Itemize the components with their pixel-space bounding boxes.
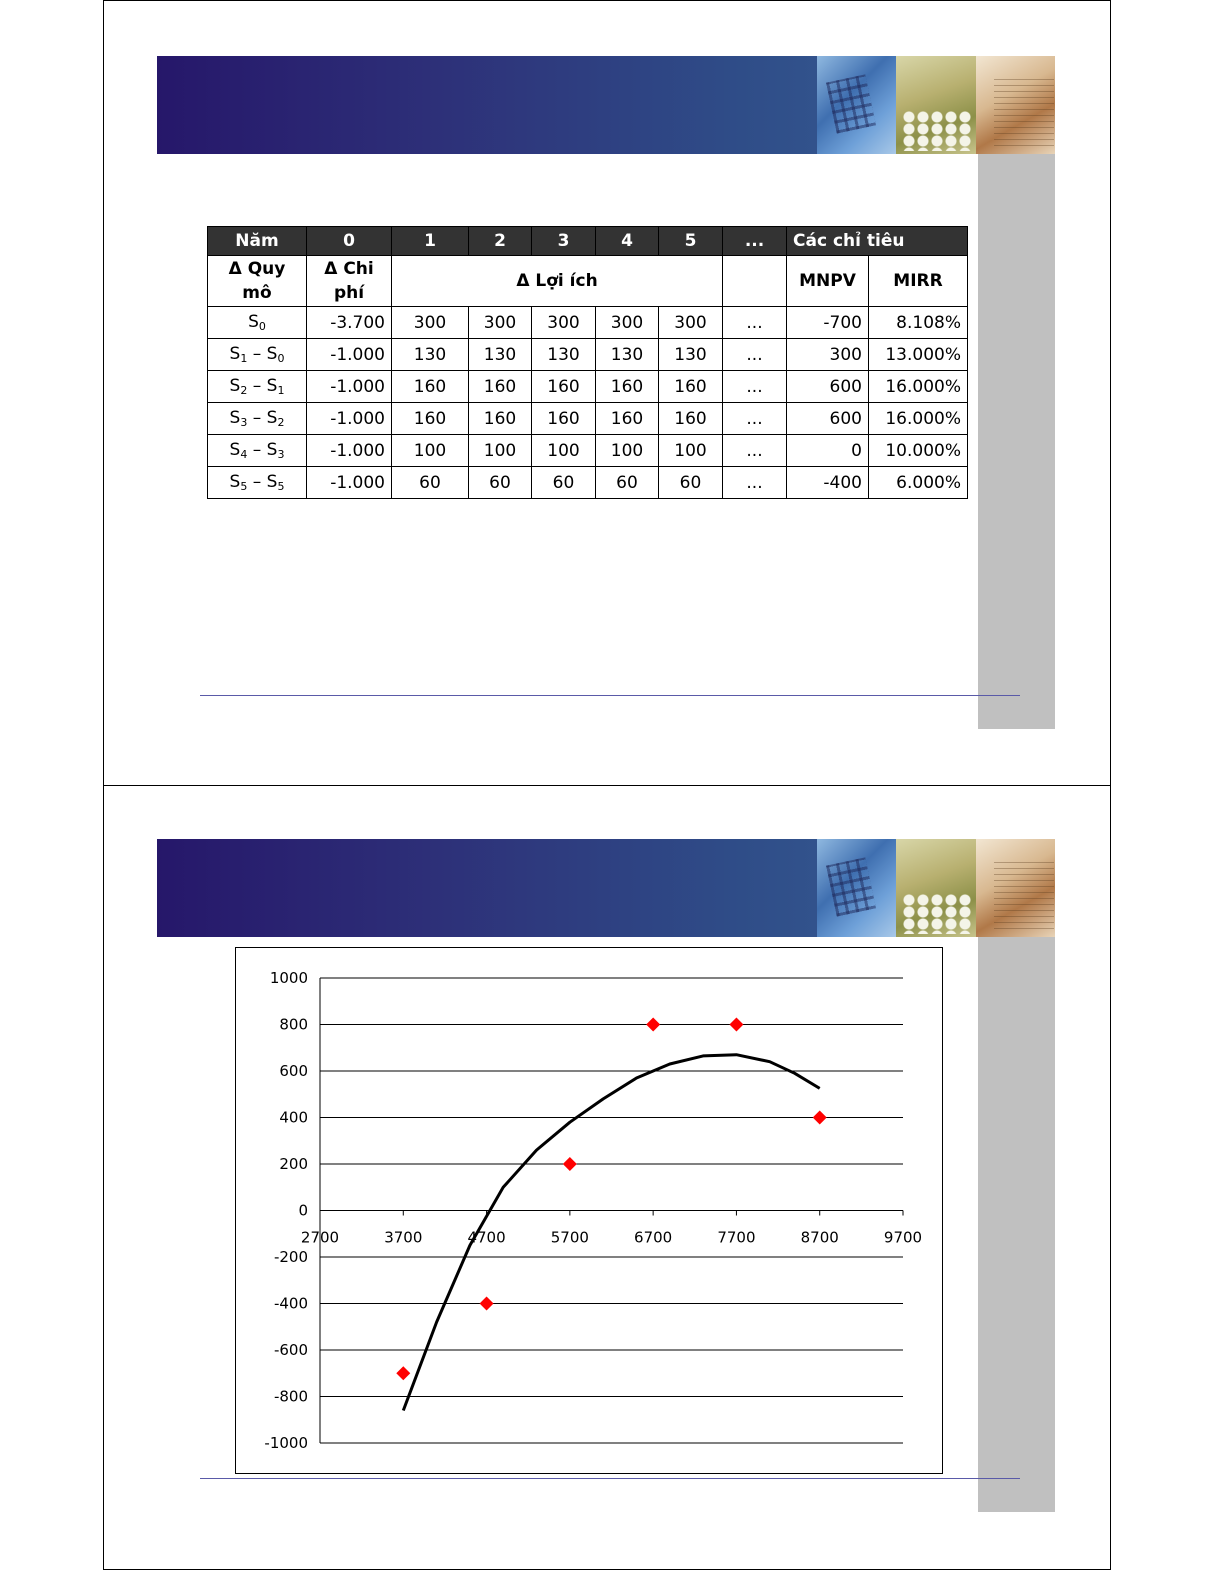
y-tick-label: -200	[273, 1248, 308, 1266]
benefit-year-5-cell: 300	[659, 307, 723, 339]
scale-cell	[208, 339, 307, 371]
mirr-cell: 6.000%	[869, 467, 968, 499]
x-tick-label: 3700	[384, 1228, 423, 1247]
header-indicators: Các chỉ tiêu	[787, 227, 968, 256]
scale-s-b: S	[266, 344, 278, 364]
x-tick-label: 4700	[467, 1228, 506, 1247]
cost-cell: -1.000	[307, 371, 392, 403]
table-row	[208, 307, 968, 339]
scale-s-a: S	[229, 408, 241, 428]
y-tick-label: 600	[279, 1062, 308, 1080]
header-photo-strip	[817, 839, 1055, 937]
benefit-year-2-cell: 130	[469, 339, 532, 371]
chart-canvas	[236, 948, 942, 1473]
subheader-scale	[208, 256, 307, 307]
side-bar	[978, 937, 1055, 1512]
table-row	[208, 339, 968, 371]
benefit-year-1-cell: 60	[392, 467, 469, 499]
header-photo-strip	[817, 56, 1055, 154]
benefit-year-3-cell: 300	[532, 307, 596, 339]
scale-sub-a: 1	[240, 352, 248, 365]
benefit-year-5-cell: 160	[659, 371, 723, 403]
benefit-year-4-cell: 160	[596, 403, 659, 435]
subheader-cost-line1: Δ Chi	[324, 259, 374, 279]
mnpv-cell: -700	[787, 307, 869, 339]
scale-cell	[208, 467, 307, 499]
benefit-year-2-cell: 60	[469, 467, 532, 499]
data-point-marker	[729, 1018, 743, 1032]
benefit-year-5-cell: 130	[659, 339, 723, 371]
mnpv-chart	[235, 947, 943, 1474]
subheader-mnpv: MNPV	[787, 256, 869, 307]
scale-dash: –	[247, 472, 267, 492]
scale-s-b: S	[266, 440, 278, 460]
benefit-year-3-cell: 160	[532, 403, 596, 435]
data-point-marker	[646, 1018, 660, 1032]
footer-rule	[200, 695, 1020, 696]
ellipsis-cell: ...	[723, 339, 787, 371]
calculator-photo	[817, 56, 896, 154]
y-tick-label: -400	[273, 1294, 308, 1313]
mirr-cell: 8.108%	[869, 307, 968, 339]
ellipsis-cell: ...	[723, 403, 787, 435]
mnpv-cell: -400	[787, 467, 869, 499]
header-year: Năm	[208, 227, 307, 256]
scale-sub-b: 5	[277, 480, 285, 493]
scale-sub-b: 1	[277, 384, 285, 397]
benefit-year-4-cell: 130	[596, 339, 659, 371]
subheader-cost	[307, 256, 392, 307]
mirr-cell: 13.000%	[869, 339, 968, 371]
benefit-year-2-cell: 300	[469, 307, 532, 339]
data-point-marker	[396, 1366, 410, 1380]
header-year-2: 2	[469, 227, 532, 256]
documents-photo	[976, 839, 1055, 937]
mnpv-cell: 300	[787, 339, 869, 371]
benefit-year-4-cell: 300	[596, 307, 659, 339]
table-row	[208, 403, 968, 435]
benefit-year-2-cell: 160	[469, 403, 532, 435]
cost-cell: -1.000	[307, 403, 392, 435]
data-point-marker	[563, 1157, 577, 1171]
table-row	[208, 467, 968, 499]
scale-sub-a: 5	[240, 480, 248, 493]
x-tick-label: 8700	[800, 1228, 839, 1247]
benefit-year-2-cell: 160	[469, 371, 532, 403]
mirr-cell: 16.000%	[869, 403, 968, 435]
scale-cell	[208, 403, 307, 435]
scale-sub-a: 3	[240, 416, 248, 429]
benefit-year-1-cell: 160	[392, 403, 469, 435]
benefit-year-1-cell: 100	[392, 435, 469, 467]
cost-cell: -1.000	[307, 435, 392, 467]
benefit-year-1-cell: 160	[392, 371, 469, 403]
mirr-cell: 16.000%	[869, 371, 968, 403]
header-year-4: 4	[596, 227, 659, 256]
header-ellipsis: ...	[723, 227, 787, 256]
scale-sub-b: 3	[277, 448, 285, 461]
benefit-year-2-cell: 100	[469, 435, 532, 467]
data-point-marker	[813, 1111, 827, 1125]
header-year-5: 5	[659, 227, 723, 256]
benefit-year-1-cell: 130	[392, 339, 469, 371]
scale-sub-a: 4	[240, 448, 248, 461]
slide-2	[103, 785, 1111, 1570]
ellipsis-cell: ...	[723, 307, 787, 339]
benefit-year-5-cell: 160	[659, 403, 723, 435]
scale-s-b: S	[266, 376, 278, 396]
incremental-scale-table	[207, 226, 968, 499]
coins-photo	[896, 56, 975, 154]
cost-cell: -1.000	[307, 339, 392, 371]
scale-s-b: S	[266, 472, 278, 492]
footer-rule	[200, 1478, 1020, 1479]
subheader-blank	[723, 256, 787, 307]
benefit-year-3-cell: 160	[532, 371, 596, 403]
scale-cell	[208, 435, 307, 467]
benefit-year-3-cell: 60	[532, 467, 596, 499]
y-tick-label: -800	[273, 1387, 308, 1406]
scale-dash: –	[247, 344, 267, 364]
trend-curve	[403, 1055, 819, 1411]
scale-sub-b: 2	[277, 416, 285, 429]
data-point-marker	[480, 1297, 494, 1311]
x-tick-label: 7700	[717, 1228, 756, 1247]
mnpv-cell: 0	[787, 435, 869, 467]
table-header-row	[208, 227, 968, 256]
documents-photo	[976, 56, 1055, 154]
scale-s-a: S	[229, 344, 241, 364]
calculator-photo	[817, 839, 896, 937]
y-tick-label: 200	[279, 1155, 308, 1173]
table-row	[208, 435, 968, 467]
mirr-cell: 10.000%	[869, 435, 968, 467]
scale-s-a: S	[229, 376, 241, 396]
mnpv-cell: 600	[787, 371, 869, 403]
x-tick-label: 2700	[300, 1228, 340, 1247]
subheader-scale-line2: mô	[242, 283, 272, 303]
slide-header-banner	[157, 56, 1055, 154]
cost-cell: -3.700	[307, 307, 392, 339]
x-tick-label: 9700	[883, 1228, 923, 1247]
scale-sub-a: 2	[240, 384, 248, 397]
scale-dash: –	[247, 376, 267, 396]
scale-cell	[208, 371, 307, 403]
benefit-year-3-cell: 130	[532, 339, 596, 371]
ellipsis-cell: ...	[723, 467, 787, 499]
benefit-year-4-cell: 160	[596, 371, 659, 403]
scale-s-b: S	[266, 408, 278, 428]
coins-photo	[896, 839, 975, 937]
scale-sub-a: 0	[258, 320, 266, 333]
mnpv-cell: 600	[787, 403, 869, 435]
cost-cell: -1.000	[307, 467, 392, 499]
scale-dash: –	[247, 408, 267, 428]
slide-header-banner	[157, 839, 1055, 937]
subheader-mirr: MIRR	[869, 256, 968, 307]
benefit-year-3-cell: 100	[532, 435, 596, 467]
header-year-0: 0	[307, 227, 392, 256]
header-year-3: 3	[532, 227, 596, 256]
x-tick-label: 5700	[550, 1228, 589, 1247]
y-tick-label: -600	[273, 1341, 308, 1359]
benefit-year-4-cell: 100	[596, 435, 659, 467]
benefit-year-1-cell: 300	[392, 307, 469, 339]
scale-s-a: S	[248, 312, 259, 332]
x-tick-label: 6700	[634, 1228, 673, 1247]
table-subheader-row	[208, 256, 968, 307]
y-tick-label: 800	[279, 1015, 308, 1034]
ellipsis-cell: ...	[723, 435, 787, 467]
subheader-benefit: Δ Lợi ích	[392, 256, 723, 307]
scale-cell	[208, 307, 307, 339]
table-row	[208, 371, 968, 403]
y-tick-label: 400	[279, 1108, 308, 1127]
side-bar	[978, 154, 1055, 729]
subheader-cost-line2: phí	[333, 283, 365, 303]
y-tick-label: 1000	[269, 969, 308, 987]
benefit-year-5-cell: 100	[659, 435, 723, 467]
ellipsis-cell: ...	[723, 371, 787, 403]
scale-s-a: S	[229, 472, 241, 492]
y-tick-label: -1000	[264, 1434, 308, 1452]
scale-dash: –	[247, 440, 267, 460]
benefit-year-5-cell: 60	[659, 467, 723, 499]
scale-s-a: S	[229, 440, 241, 460]
y-tick-label: 0	[298, 1201, 308, 1220]
benefit-year-4-cell: 60	[596, 467, 659, 499]
subheader-scale-line1: Δ Quy	[228, 259, 286, 279]
header-year-1: 1	[392, 227, 469, 256]
slide-1	[103, 0, 1111, 786]
scale-sub-b: 0	[277, 352, 285, 365]
